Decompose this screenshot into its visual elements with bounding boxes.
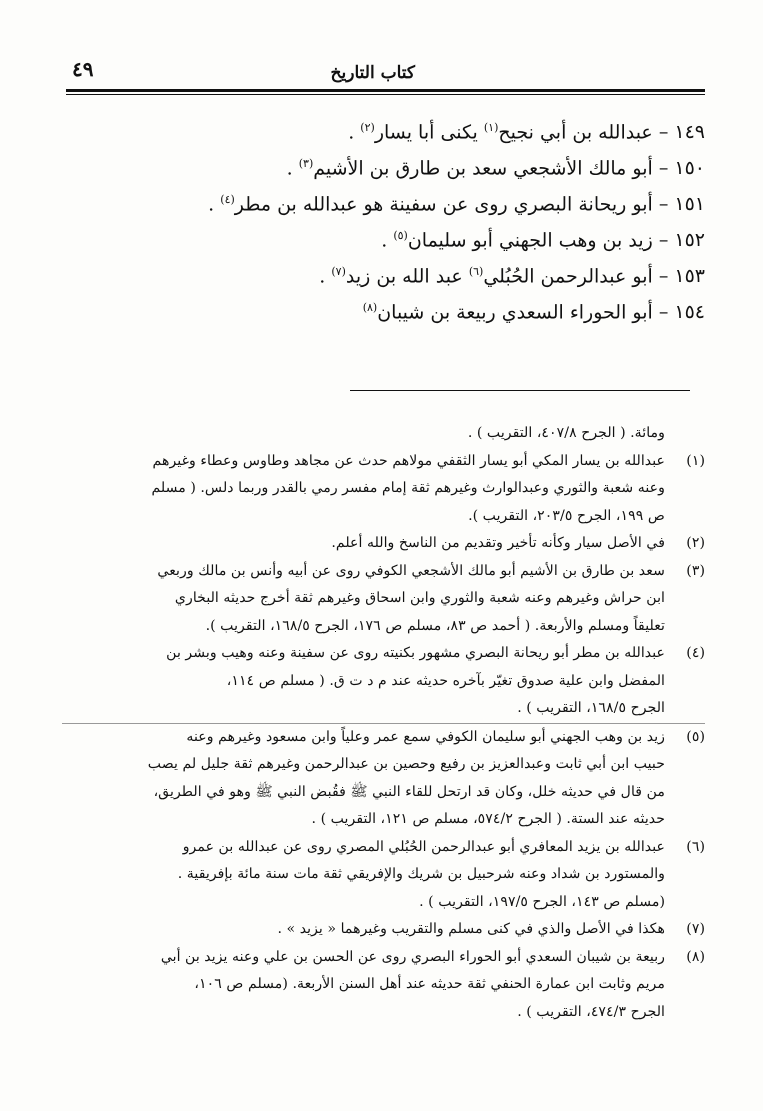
footnote-item <box>62 834 705 917</box>
footnote-mark: (٥) <box>686 728 705 745</box>
footnote-line: المفضل وابن علية صدوق تغيّر بآخره حديثه عند م د ت ق. ( مسلم ص ١١٤، <box>226 672 665 689</box>
footnote-mark: (٧) <box>686 921 705 937</box>
entry-text: أبو مالك الأشجعي سعد بن طارق بن الأشيم <box>313 157 653 180</box>
footnote-item <box>62 448 705 531</box>
entry-number: ١٥٣ – <box>658 265 705 288</box>
entry-item <box>66 218 705 254</box>
footnote-line: حبيب ابن أبي ثابت وعبدالعزيز بن رفيع وحصين بن عبدالرحمن وغيرهم ثقة جليل لم يصب <box>147 756 665 772</box>
entry-text: زيد بن وهب الجهني أبو سليمان <box>407 229 653 252</box>
footnote-item <box>62 916 705 944</box>
page-header <box>66 55 705 89</box>
footnote-line: تعليقاً ومسلم والأربعة. ( أحمد ص ٨٣، مسلم ص ١٧٦، الجرح ١٦٨/٥، التقريب ). <box>205 617 665 634</box>
footnote-line: مريم وثابت ابن عمارة الحنفي ثقة حديثه عند أهل السنن الأربعة. (مسلم ص ١٠٦، <box>194 976 665 992</box>
footnote-line: ص ١٩٩، الجرح ٢٠٣/٥، التقريب ). <box>468 507 665 524</box>
footnote-mark: (٢) <box>686 535 705 551</box>
entry-item <box>66 182 705 218</box>
header-rule-thin <box>66 94 705 95</box>
footnote-line: سعد بن طارق بن الأشيم أبو مالك الأشجعي الكوفي روى عن أبيه وأنس بن مالك وربعي <box>157 562 665 579</box>
header-rule <box>66 89 705 92</box>
entry-number: ١٥٠ – <box>658 157 705 180</box>
entry-number: ١٥٤ – <box>658 301 705 324</box>
entry-text: أبو عبدالرحمن الحُبُلي <box>483 265 653 288</box>
entry-text: عبدالله بن أبي نجيح <box>498 121 653 144</box>
footnote-line: عبدالله بن يزيد المعافري أبو عبدالرحمن الحُبُلي المصري روى عن عبدالله بن عمرو <box>182 838 665 855</box>
entry-item <box>66 146 705 182</box>
footnote-line: ابن حراش وغيرهم وعنه شعبة والثوري وابن اسحاق وغيرهم ثقة أخرج حديثه البخاري <box>174 590 665 606</box>
page-title: كتاب التاريخ <box>330 63 415 83</box>
footnote-ref: (٥) <box>393 229 408 242</box>
entry-item <box>66 254 705 290</box>
footnote-ref: (٣) <box>298 157 314 170</box>
footnote-item <box>62 640 705 723</box>
footnote-line: زيد بن وهب الجهني أبو سليمان الكوفي سمع عمر وعلياً وابن مسعود وغيرهم وعنه <box>186 728 665 745</box>
entry-number: ١٤٩ – <box>658 121 705 144</box>
footnote-line: من قال في حديثه خلل، وكان قد ارتحل للقاء النبي ﷺ فقُبض النبي ﷺ وهو في الطريق، <box>153 783 665 800</box>
entry-number: ١٥٢ – <box>658 229 705 252</box>
entry-end: . <box>381 229 394 252</box>
entry-item <box>66 110 705 146</box>
footnote-ref: (٢) <box>360 121 375 134</box>
entry-end: . <box>348 121 361 144</box>
entry-number: ١٥١ – <box>658 193 705 216</box>
page-number: ٤٩ <box>72 57 94 81</box>
entry-end: . <box>319 265 332 288</box>
entry-text: عبد الله بن زيد <box>345 265 469 288</box>
footnote-line: الجرح ١٦٨/٥، التقريب ) . <box>517 700 665 716</box>
footnote-line: والمستورد بن شداد وعنه شرحبيل بن شريك والإفريقي ثقة مات سنة مائة بإفريقية . <box>177 866 665 882</box>
footnote-line: وعنه شعبة والثوري وعبدالوارث وغيرهم ثقة إمام مفسر رمي بالقدر وربما دلس. ( مسلم <box>151 480 665 496</box>
footnote-item <box>62 530 705 558</box>
footnote-mark: (٦) <box>686 838 705 855</box>
footnote-mark: (٨) <box>686 948 705 965</box>
footnotes <box>62 420 705 1026</box>
footnote-line: الجرح ٤٧٤/٣، التقريب ) . <box>517 1003 665 1020</box>
footnote-item <box>62 558 705 641</box>
footnote-ref: (٤) <box>220 193 235 206</box>
footnote-item <box>62 723 705 834</box>
footnote-line: عبدالله بن مطر أبو ريحانة البصري مشهور بكنيته روى عن سفينة وعنه وهيب وبشر بن <box>166 645 665 661</box>
entry-end: . <box>208 193 221 216</box>
entry-item <box>66 290 705 326</box>
entry-text: أبو الحوراء السعدي ربيعة بن شيبان <box>377 301 653 324</box>
footnote-item <box>62 944 705 1027</box>
footnote-mark: (٤) <box>686 645 705 661</box>
footnote-line: ربيعة بن شيبان السعدي أبو الحوراء البصري روى عن الحسن بن علي وعنه يزيد بن أبي <box>160 948 665 965</box>
entry-end: . <box>286 157 299 180</box>
entry-text: يكنى أبا يسار <box>374 121 484 144</box>
entry-list <box>66 110 705 326</box>
footnote-line: هكذا في الأصل والذي في كنى مسلم والتقريب وغيرهما « يزيد » . <box>277 921 665 937</box>
footnote-ref: (٨) <box>362 301 378 314</box>
footnote-mark: (٣) <box>686 562 705 579</box>
footnote-line: عبدالله بن يسار المكي أبو يسار الثقفي مولاهم حدث عن مجاهد وطاوس وعطاء وغيرهم <box>152 452 665 469</box>
entry-text: أبو ريحانة البصري روى عن سفينة هو عبدالله بن مطر <box>234 193 653 216</box>
footnote-line: (مسلم ص ١٤٣، الجرح ١٩٧/٥، التقريب ) . <box>419 893 665 910</box>
footnote-ref: (٧) <box>331 265 346 278</box>
footnote-ref: (٦) <box>468 265 484 278</box>
footnote-separator <box>350 390 690 391</box>
footnote-continuation: ومائة. ( الجرح ٤٠٧/٨، التقريب ) . <box>467 425 665 441</box>
footnote-line: في الأصل سيار وكأنه تأخير وتقديم من الناسخ والله أعلم. <box>331 535 665 551</box>
footnote-mark: (١) <box>686 452 705 469</box>
footnote-ref: (١) <box>483 121 499 134</box>
footnote-line: حديثه عند الستة. ( الجرح ٥٧٤/٢، مسلم ص ١٢١، التقريب ) . <box>311 811 665 827</box>
